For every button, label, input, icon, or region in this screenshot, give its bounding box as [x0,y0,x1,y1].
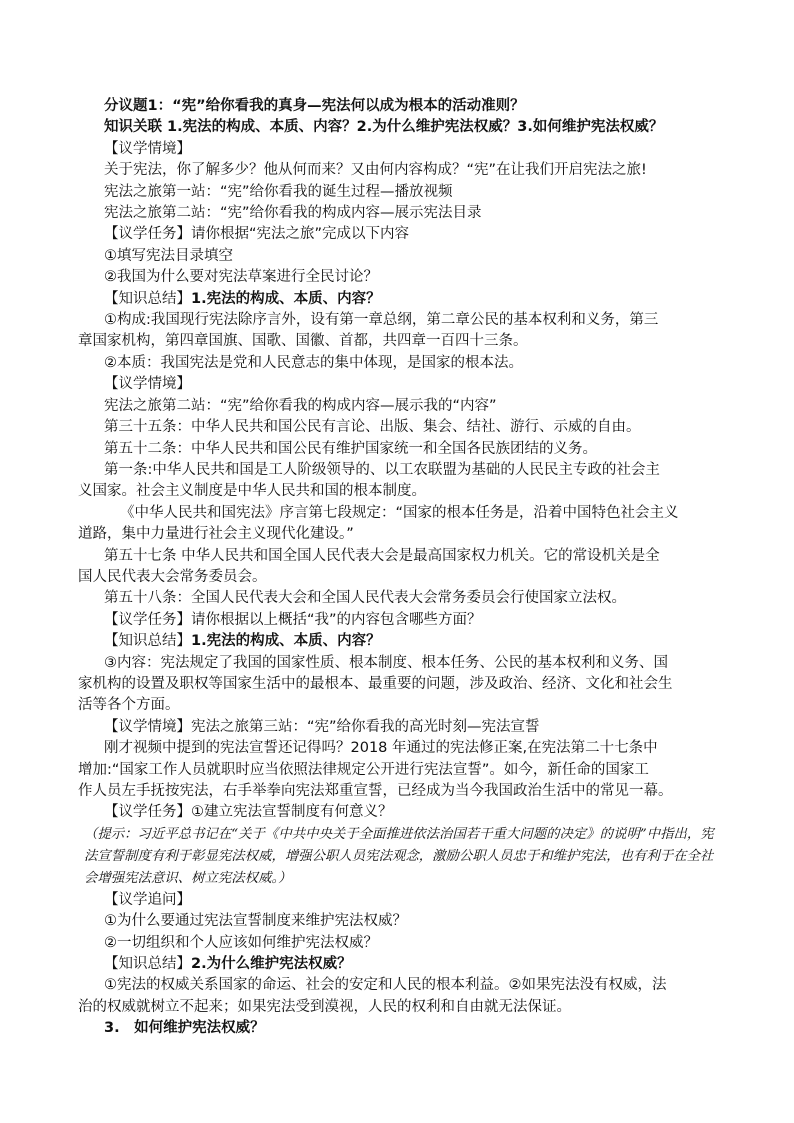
article-1: 第一条:中华人民共和国是工人阶级领导的、以工农联盟为基础的人民民主专政的社会主 [104,461,660,478]
article-58: 第五十八条：全国人民代表大会和全国人民代表大会常务委员会行使国家立法权。 [104,590,626,607]
section-heading-scenario: 【议学情境】 [104,376,191,393]
scenario-paragraph: 刚才视频中提到的宪法宣誓还记得吗？2018 年通过的宪法修正案,在宪法第二十七条中 [104,740,658,757]
followup-question: ②一切组织和个人应该如何维护宪法权威？ [104,934,378,951]
task-line [104,802,724,823]
scenario-text: 宪法之旅第二站：“宪”给你看我的构成内容—展示宪法目录 [104,205,482,222]
summary-line [104,954,724,975]
summary-line [104,289,724,310]
summary-paragraph-cont: 家机构的设置及职权等国家生活中的最根本、最重要的问题，涉及政治、经济、文化和社会生 [78,675,673,692]
task-label: 【议学任务】 [104,804,191,821]
task-label: 【议学任务】 [104,611,191,628]
summary-title: 2.为什么维护宪法权威？ [191,956,352,973]
article-52: 第五十二条：中华人民共和国公民有维护国家统一和全国各民族团结的义务。 [104,440,597,457]
summary-paragraph: ①构成:我国现行宪法除序言外，设有第一章总纲，第二章公民的基本权利和义务，第三 [104,312,659,329]
task-text: ①建立宪法宣誓制度有何意义？ [191,804,393,821]
topic-title: 分议题1：“宪”给你看我的真身—宪法何以成为根本的活动准则？ [104,98,525,114]
task-line [104,610,724,631]
summary-paragraph-cont: 治的权威就树立不起来；如果宪法受到漠视，人民的权利和自由就无法保证。 [78,998,571,1015]
article-35: 第三十五条：中华人民共和国公民有言论、出版、集会、结社、游行、示威的自由。 [104,419,641,436]
task-line [104,224,724,245]
scenario-line [104,717,724,738]
summary-label: 【知识总结】 [104,290,191,307]
scenario-paragraph-cont: 作人员左手抚按宪法，右手举拳向宪法郑重宣誓，已经成为当今我国政治生活中的常见一幕。 [78,783,673,799]
summary-paragraph-cont: 章国家机构，第四章国旗、国歌、国徽、首都，共四章一百四十三条。 [78,333,528,350]
summary-title: 1.宪法的构成、本质、内容？ [191,633,381,650]
preamble-quote-cont: 道路，集中力量进行社会主义现代化建设。” [78,526,354,543]
scenario-text: 宪法之旅第三站：“宪”给你看我的高光时刻—宪法宣誓 [191,718,540,735]
question-heading: 3. 如何维护宪法权威？ [104,1020,265,1037]
task-question: ②我国为什么要对宪法草案进行全民讨论？ [104,269,378,286]
task-question: ①填写宪法目录填空 [104,247,233,264]
summary-label: 【知识总结】 [104,956,191,973]
scenario-label: 【议学情境】 [104,718,191,735]
knowledge-link: 知识关联 1.宪法的构成、本质、内容？2.为什么维护宪法权威？3.如何维护宪法权威？ [104,119,664,136]
followup-question: ①为什么要通过宪法宣誓制度来维护宪法权威？ [104,913,407,930]
scenario-text: 关于宪法，你了解多少？他从何而来？又由何内容构成？“宪”在让我们开启宪法之旅! [104,162,647,179]
document-body [78,96,724,1040]
summary-paragraph: ②本质：我国宪法是党和人民意志的集中体现，是国家的根本法。 [104,354,523,371]
task-text: 请你根据以上概括“我”的内容包含哪些方面？ [191,611,482,628]
summary-paragraph: ③内容：宪法规定了我国的国家性质、根本制度、根本任务、公民的基本权利和义务、国 [104,654,668,671]
section-heading-scenario: 【议学情境】 [104,140,191,157]
scenario-text: 宪法之旅第一站：“宪”给你看我的诞生过程—播放视频 [104,183,453,200]
preamble-quote: 《中华人民共和国宪法》序言第七段规定：“国家的根本任务是，沿着中国特色社会主义 [120,504,679,521]
article-57: 第五十七条 中华人民共和国全国人民代表大会是最高国家权力机关。它的常设机关是全 [104,547,660,564]
article-1-cont: 义国家。社会主义制度是中华人民共和国的根本制度。 [78,483,426,500]
section-heading-followup: 【议学追问】 [104,891,191,908]
summary-paragraph-cont: 活等各个方面。 [78,697,180,714]
summary-line [104,631,724,652]
summary-title: 1.宪法的构成、本质、内容？ [191,290,381,307]
summary-paragraph: ①宪法的权威关系国家的命运、社会的安定和人民的根本利益。②如果宪法没有权威，法 [104,977,667,994]
task-text: 请你根据“宪法之旅”完成以下内容 [191,226,410,243]
task-label: 【议学任务】 [104,226,191,243]
hint-note: （提示：习近平总书记在“关于《中共中央关于全面推进依法治国若干重大问题的决定》的说明”中指出，宪法宣誓制度有利于彰显宪法权威，增强公职人员宪法观念，激励公职人员忠于和维护宪法，也有利于在全社会增强宪法意识、树立宪法权威。） [84,826,714,886]
summary-label: 【知识总结】 [104,633,191,650]
article-57-cont: 国人民代表大会常务委员会。 [78,568,267,585]
scenario-paragraph-cont: 增加:“国家工作人员就职时应当依照法律规定公开进行宪法宣誓”。如今，新任命的国家工 [78,761,649,778]
scenario-text: 宪法之旅第二站：“宪”给你看我的构成内容—展示我的“内容” [104,397,497,414]
